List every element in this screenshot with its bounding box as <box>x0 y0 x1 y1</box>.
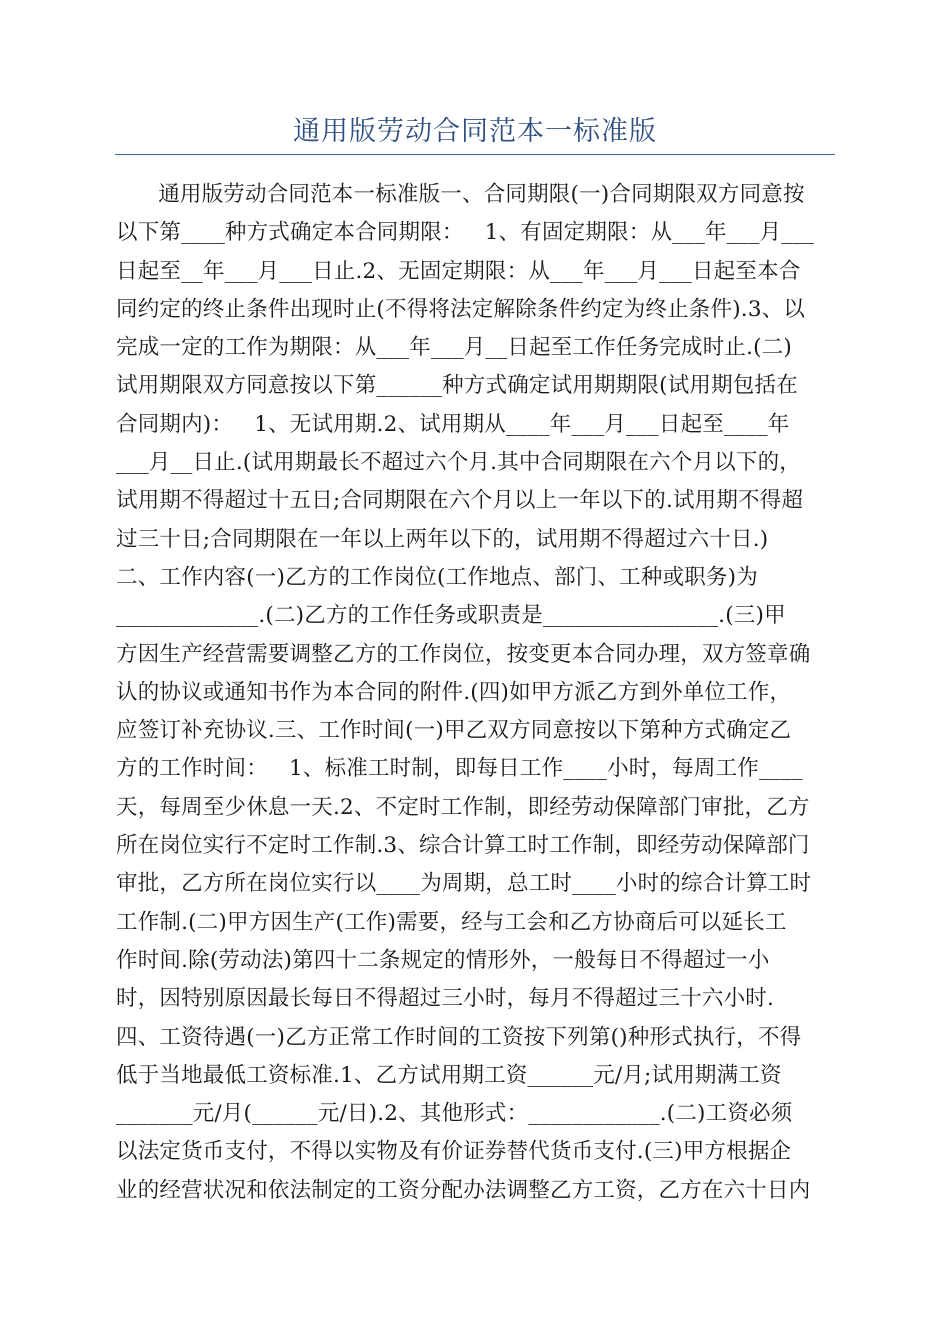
body-line: 作时间.除(劳动法)第四十二条规定的情形外，一般每日不得超过一小 <box>116 947 770 973</box>
body-line: 合同期内)： 1、无试用期.2、试用期从____年___月___日起至____年 <box>116 411 790 437</box>
body-line: 过三十日;合同期限在一年以上两年以下的，试用期不得超过六十日.) <box>116 526 769 552</box>
body-line: 方因生产经营需要调整乙方的工作岗位，按变更本合同办理，双方签章确 <box>116 641 811 667</box>
document-title: 通用版劳动合同范本一标准版 <box>293 116 657 147</box>
body-line: ___月__日止.(试用期最长不超过六个月.其中合同期限在六个月以下的， <box>116 450 802 476</box>
body-line: 时，因特别原因最长每日不得超过三小时，每月不得超过三十六小时. <box>116 986 775 1012</box>
body-line: 审批，乙方所在岗位实行以____为周期，总工时____小时的综合计算工时 <box>116 871 812 897</box>
body-line: 低于当地最低工资标准.1、乙方试用期工资______元/月;试用期满工资 <box>116 1062 782 1088</box>
body-line: 试用期不得超过十五日;合同期限在六个月以上一年以下的.试用期不得超 <box>116 488 804 514</box>
body-line: 应签订补充协议.三、工作时间(一)甲乙双方同意按以下第种方式确定乙 <box>116 718 792 744</box>
body-line: 以法定货币支付，不得以实物及有价证券替代货币支付.(三)甲方根据企 <box>116 1139 792 1165</box>
body-line: 完成一定的工作为期限：从___年___月__日起至工作任务完成时止.(二) <box>116 335 793 361</box>
body-line: 工作制.(二)甲方因生产(工作)需要，经与工会和乙方协商后可以延长工 <box>116 909 787 935</box>
body-line: 业的经营状况和依法制定的工资分配办法调整乙方工资，乙方在六十日内 <box>116 1177 811 1203</box>
body-line: 方的工作时间： 1、标准工时制，即每日工作____小时，每周工作____ <box>116 756 803 782</box>
body-line: 试用期限双方同意按以下第______种方式确定试用期期限(试用期包括在 <box>116 373 798 399</box>
body-line: 以下第____种方式确定本合同期限： 1、有固定期限：从___年___月___ <box>116 220 815 246</box>
body-line: 日起至__年___月___日止.2、无固定期限：从___年___月___日起至本合 <box>116 258 801 284</box>
body-line: 通用版劳动合同范本一标准版一、合同期限(一)合同期限双方同意按 <box>116 182 805 207</box>
body-line: _____________.(二)乙方的工作任务或职责是________________.(三)甲 <box>116 603 786 629</box>
title-underline <box>115 154 835 155</box>
body-line: 认的协议或通知书作为本合同的附件.(四)如甲方派乙方到外单位工作， <box>116 679 792 705</box>
body-line: 四、工资待遇(一)乙方正常工作时间的工资按下列第()种形式执行，不得 <box>116 1024 802 1050</box>
body-line: 天，每周至少休息一天.2、不定时工作制，即经劳动保障部门审批，乙方 <box>116 794 810 820</box>
body-line: 同约定的终止条件出现时止(不得将法定解除条件约定为终止条件).3、以 <box>116 296 806 322</box>
document-body <box>116 176 836 1210</box>
body-line: 所在岗位实行不定时工作制.3、综合计算工时工作制，即经劳动保障部门 <box>116 833 810 859</box>
body-line: _______元/月(______元/日).2、其他形式：____________.(二)工资必须 <box>116 1101 793 1127</box>
body-line: 二、工作内容(一)乙方的工作岗位(工作地点、部门、工种或职务)为 <box>116 564 758 590</box>
